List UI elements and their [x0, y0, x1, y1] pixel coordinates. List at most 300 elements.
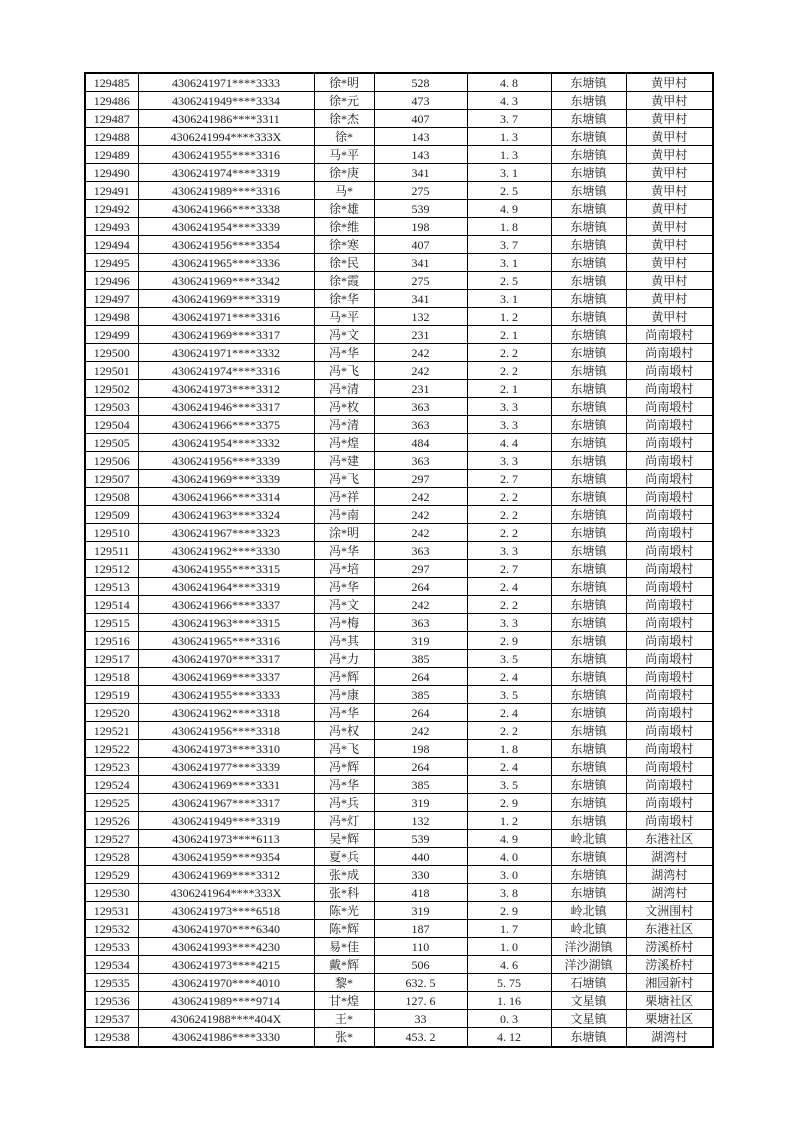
- cell-seq: 129523: [85, 758, 138, 776]
- cell-id-card: 4306241959****9354: [138, 848, 314, 866]
- cell-town: 东塘镇: [551, 218, 626, 236]
- cell-id-card: 4306241963****3315: [138, 614, 314, 632]
- cell-value1: 127. 6: [374, 992, 467, 1010]
- table-row: [85, 236, 713, 254]
- cell-value2: 2. 2: [467, 506, 551, 524]
- cell-village: 黄甲村: [626, 92, 713, 110]
- cell-village: 栗塘社区: [626, 992, 713, 1010]
- cell-id-card: 4306241949****3334: [138, 92, 314, 110]
- cell-town: 东塘镇: [551, 272, 626, 290]
- cell-name: 冯*华: [314, 704, 374, 722]
- cell-value1: 363: [374, 452, 467, 470]
- cell-name: 徐*明: [314, 73, 374, 92]
- cell-seq: 129511: [85, 542, 138, 560]
- table-row: [85, 974, 713, 992]
- table-row: [85, 812, 713, 830]
- cell-value1: 242: [374, 506, 467, 524]
- cell-seq: 129518: [85, 668, 138, 686]
- table-row: [85, 1010, 713, 1028]
- cell-seq: 129512: [85, 560, 138, 578]
- cell-seq: 129489: [85, 146, 138, 164]
- cell-seq: 129521: [85, 722, 138, 740]
- cell-id-card: 4306241963****3324: [138, 506, 314, 524]
- cell-name: 冯*南: [314, 506, 374, 524]
- cell-town: 东塘镇: [551, 686, 626, 704]
- cell-name: 冯*祥: [314, 488, 374, 506]
- cell-value2: 4. 12: [467, 1028, 551, 1047]
- cell-town: 东塘镇: [551, 1028, 626, 1047]
- table-row: [85, 560, 713, 578]
- cell-value1: 132: [374, 308, 467, 326]
- cell-value1: 330: [374, 866, 467, 884]
- cell-village: 湘园新村: [626, 974, 713, 992]
- table-row: [85, 344, 713, 362]
- cell-id-card: 4306241966****3375: [138, 416, 314, 434]
- cell-value1: 385: [374, 776, 467, 794]
- cell-value2: 2. 4: [467, 704, 551, 722]
- cell-town: 东塘镇: [551, 398, 626, 416]
- cell-name: 冯*煌: [314, 434, 374, 452]
- cell-village: 黄甲村: [626, 128, 713, 146]
- cell-name: 马*: [314, 182, 374, 200]
- cell-seq: 129490: [85, 164, 138, 182]
- table-row: [85, 614, 713, 632]
- cell-seq: 129495: [85, 254, 138, 272]
- table-row: [85, 218, 713, 236]
- cell-town: 东塘镇: [551, 182, 626, 200]
- cell-town: 东塘镇: [551, 110, 626, 128]
- table-row: [85, 398, 713, 416]
- cell-seq: 129510: [85, 524, 138, 542]
- cell-value1: 407: [374, 110, 467, 128]
- cell-value2: 2. 9: [467, 794, 551, 812]
- cell-value1: 407: [374, 236, 467, 254]
- cell-name: 冯*兵: [314, 794, 374, 812]
- cell-town: 岭北镇: [551, 830, 626, 848]
- cell-town: 东塘镇: [551, 164, 626, 182]
- cell-value1: 242: [374, 344, 467, 362]
- table-row: [85, 668, 713, 686]
- cell-value1: 242: [374, 722, 467, 740]
- cell-town: 东塘镇: [551, 650, 626, 668]
- cell-town: 东塘镇: [551, 488, 626, 506]
- cell-value1: 363: [374, 398, 467, 416]
- table-row: [85, 488, 713, 506]
- cell-village: 东港社区: [626, 920, 713, 938]
- cell-value1: 440: [374, 848, 467, 866]
- table-row: [85, 110, 713, 128]
- cell-town: 东塘镇: [551, 794, 626, 812]
- cell-village: 尚南塅村: [626, 578, 713, 596]
- cell-village: 尚南塅村: [626, 488, 713, 506]
- cell-id-card: 4306241973****3312: [138, 380, 314, 398]
- cell-town: 东塘镇: [551, 866, 626, 884]
- cell-name: 冯*辉: [314, 758, 374, 776]
- cell-value2: 4. 8: [467, 73, 551, 92]
- cell-value1: 231: [374, 326, 467, 344]
- cell-value1: 110: [374, 938, 467, 956]
- cell-value1: 385: [374, 650, 467, 668]
- cell-seq: 129502: [85, 380, 138, 398]
- cell-value1: 264: [374, 578, 467, 596]
- cell-name: 冯*华: [314, 578, 374, 596]
- cell-seq: 129498: [85, 308, 138, 326]
- table-row: [85, 146, 713, 164]
- cell-village: 黄甲村: [626, 308, 713, 326]
- cell-id-card: 4306241962****3318: [138, 704, 314, 722]
- cell-value2: 3. 3: [467, 614, 551, 632]
- cell-id-card: 4306241949****3319: [138, 812, 314, 830]
- cell-value2: 4. 6: [467, 956, 551, 974]
- cell-name: 冯*飞: [314, 740, 374, 758]
- cell-village: 尚南塅村: [626, 398, 713, 416]
- cell-value2: 1. 3: [467, 146, 551, 164]
- cell-id-card: 4306241955****3333: [138, 686, 314, 704]
- cell-name: 冯*华: [314, 776, 374, 794]
- cell-id-card: 4306241989****3316: [138, 182, 314, 200]
- cell-town: 东塘镇: [551, 668, 626, 686]
- cell-seq: 129534: [85, 956, 138, 974]
- cell-name: 马*平: [314, 146, 374, 164]
- cell-id-card: 4306241986****3330: [138, 1028, 314, 1047]
- cell-value2: 2. 4: [467, 668, 551, 686]
- cell-id-card: 4306241973****3310: [138, 740, 314, 758]
- cell-value2: 3. 3: [467, 416, 551, 434]
- cell-seq: 129515: [85, 614, 138, 632]
- cell-town: 东塘镇: [551, 632, 626, 650]
- cell-value2: 4. 9: [467, 200, 551, 218]
- cell-name: 冯*辉: [314, 668, 374, 686]
- cell-value2: 2. 9: [467, 902, 551, 920]
- cell-id-card: 4306241964****3319: [138, 578, 314, 596]
- cell-town: 东塘镇: [551, 884, 626, 902]
- cell-seq: 129486: [85, 92, 138, 110]
- cell-town: 东塘镇: [551, 73, 626, 92]
- cell-town: 东塘镇: [551, 92, 626, 110]
- cell-town: 东塘镇: [551, 506, 626, 524]
- cell-town: 石塘镇: [551, 974, 626, 992]
- cell-value1: 363: [374, 542, 467, 560]
- cell-town: 东塘镇: [551, 740, 626, 758]
- cell-town: 东塘镇: [551, 362, 626, 380]
- cell-seq: 129491: [85, 182, 138, 200]
- cell-name: 甘*煌: [314, 992, 374, 1010]
- cell-value1: 143: [374, 146, 467, 164]
- cell-village: 尚南塅村: [626, 686, 713, 704]
- cell-id-card: 4306241967****3323: [138, 524, 314, 542]
- cell-id-card: 4306241970****4010: [138, 974, 314, 992]
- cell-name: 徐*民: [314, 254, 374, 272]
- cell-village: 湖湾村: [626, 866, 713, 884]
- cell-id-card: 4306241986****3311: [138, 110, 314, 128]
- cell-id-card: 4306241974****3319: [138, 164, 314, 182]
- table-row: [85, 254, 713, 272]
- cell-town: 东塘镇: [551, 578, 626, 596]
- cell-village: 尚南塅村: [626, 812, 713, 830]
- cell-seq: 129496: [85, 272, 138, 290]
- cell-value2: 4. 4: [467, 434, 551, 452]
- cell-village: 湖湾村: [626, 884, 713, 902]
- cell-value2: 5. 75: [467, 974, 551, 992]
- cell-value1: 264: [374, 758, 467, 776]
- cell-name: 吴*辉: [314, 830, 374, 848]
- cell-value1: 242: [374, 488, 467, 506]
- cell-name: 徐*霞: [314, 272, 374, 290]
- cell-village: 黄甲村: [626, 218, 713, 236]
- cell-seq: 129532: [85, 920, 138, 938]
- cell-name: 徐*: [314, 128, 374, 146]
- cell-value2: 2. 7: [467, 470, 551, 488]
- cell-name: 夏*兵: [314, 848, 374, 866]
- cell-village: 尚南塅村: [626, 380, 713, 398]
- cell-village: 尚南塅村: [626, 632, 713, 650]
- cell-name: 冯*康: [314, 686, 374, 704]
- table-row: [85, 434, 713, 452]
- cell-seq: 129519: [85, 686, 138, 704]
- cell-value1: 297: [374, 470, 467, 488]
- cell-id-card: 4306241969****3331: [138, 776, 314, 794]
- cell-town: 文星镇: [551, 992, 626, 1010]
- cell-seq: 129531: [85, 902, 138, 920]
- cell-village: 尚南塅村: [626, 776, 713, 794]
- cell-value2: 4. 0: [467, 848, 551, 866]
- cell-name: 冯*文: [314, 326, 374, 344]
- cell-value2: 1. 8: [467, 218, 551, 236]
- cell-id-card: 4306241994****333X: [138, 128, 314, 146]
- cell-id-card: 4306241966****3337: [138, 596, 314, 614]
- cell-name: 冯*其: [314, 632, 374, 650]
- table-row: [85, 200, 713, 218]
- roster-table: [84, 72, 714, 1048]
- cell-seq: 129500: [85, 344, 138, 362]
- cell-value2: 0. 3: [467, 1010, 551, 1028]
- cell-value2: 2. 1: [467, 326, 551, 344]
- cell-value1: 341: [374, 254, 467, 272]
- cell-village: 尚南塅村: [626, 524, 713, 542]
- cell-seq: 129503: [85, 398, 138, 416]
- cell-village: 尚南塅村: [626, 416, 713, 434]
- cell-value2: 3. 7: [467, 236, 551, 254]
- cell-town: 东塘镇: [551, 128, 626, 146]
- cell-id-card: 4306241969****3317: [138, 326, 314, 344]
- cell-town: 文星镇: [551, 1010, 626, 1028]
- cell-value2: 2. 4: [467, 758, 551, 776]
- table-row: [85, 416, 713, 434]
- table-row: [85, 182, 713, 200]
- table-row: [85, 73, 713, 92]
- table-row: [85, 848, 713, 866]
- cell-seq: 129526: [85, 812, 138, 830]
- cell-name: 冯*清: [314, 380, 374, 398]
- cell-name: 张*: [314, 1028, 374, 1047]
- table-row: [85, 686, 713, 704]
- table-row: [85, 758, 713, 776]
- cell-value1: 264: [374, 704, 467, 722]
- cell-town: 东塘镇: [551, 344, 626, 362]
- cell-town: 东塘镇: [551, 596, 626, 614]
- cell-town: 东塘镇: [551, 614, 626, 632]
- cell-village: 尚南塅村: [626, 596, 713, 614]
- cell-value2: 2. 2: [467, 722, 551, 740]
- cell-village: 涝溪桥村: [626, 956, 713, 974]
- cell-seq: 129527: [85, 830, 138, 848]
- cell-name: 冯*权: [314, 722, 374, 740]
- cell-town: 洋沙湖镇: [551, 956, 626, 974]
- cell-seq: 129537: [85, 1010, 138, 1028]
- table-row: [85, 164, 713, 182]
- cell-value2: 3. 8: [467, 884, 551, 902]
- table-row: [85, 884, 713, 902]
- cell-town: 洋沙湖镇: [551, 938, 626, 956]
- cell-value1: 242: [374, 362, 467, 380]
- cell-value1: 453. 2: [374, 1028, 467, 1047]
- table-row: [85, 524, 713, 542]
- cell-town: 岭北镇: [551, 902, 626, 920]
- cell-value2: 4. 9: [467, 830, 551, 848]
- cell-seq: 129533: [85, 938, 138, 956]
- table-row: [85, 92, 713, 110]
- cell-seq: 129507: [85, 470, 138, 488]
- cell-value2: 1. 0: [467, 938, 551, 956]
- cell-id-card: 4306241969****3337: [138, 668, 314, 686]
- cell-village: 黄甲村: [626, 182, 713, 200]
- cell-seq: 129520: [85, 704, 138, 722]
- cell-value1: 187: [374, 920, 467, 938]
- table-body: [85, 73, 713, 1047]
- cell-village: 黄甲村: [626, 73, 713, 92]
- cell-value1: 198: [374, 218, 467, 236]
- cell-village: 尚南塅村: [626, 326, 713, 344]
- cell-town: 东塘镇: [551, 758, 626, 776]
- cell-name: 徐*寒: [314, 236, 374, 254]
- cell-seq: 129492: [85, 200, 138, 218]
- cell-town: 东塘镇: [551, 308, 626, 326]
- cell-name: 徐*华: [314, 290, 374, 308]
- cell-town: 东塘镇: [551, 236, 626, 254]
- cell-name: 冯*飞: [314, 362, 374, 380]
- cell-value2: 3. 3: [467, 398, 551, 416]
- cell-village: 东港社区: [626, 830, 713, 848]
- cell-value1: 418: [374, 884, 467, 902]
- cell-village: 尚南塅村: [626, 740, 713, 758]
- cell-village: 尚南塅村: [626, 668, 713, 686]
- cell-name: 冯*梅: [314, 614, 374, 632]
- cell-village: 尚南塅村: [626, 452, 713, 470]
- cell-town: 东塘镇: [551, 380, 626, 398]
- cell-name: 黎*: [314, 974, 374, 992]
- cell-seq: 129501: [85, 362, 138, 380]
- cell-name: 王*: [314, 1010, 374, 1028]
- cell-seq: 129505: [85, 434, 138, 452]
- table-row: [85, 704, 713, 722]
- cell-name: 张*成: [314, 866, 374, 884]
- cell-id-card: 4306241993****4230: [138, 938, 314, 956]
- cell-id-card: 4306241989****9714: [138, 992, 314, 1010]
- cell-village: 尚南塅村: [626, 344, 713, 362]
- cell-seq: 129524: [85, 776, 138, 794]
- cell-value2: 2. 2: [467, 524, 551, 542]
- cell-value2: 3. 5: [467, 686, 551, 704]
- table-row: [85, 938, 713, 956]
- cell-seq: 129509: [85, 506, 138, 524]
- cell-value1: 275: [374, 272, 467, 290]
- cell-id-card: 4306241974****3316: [138, 362, 314, 380]
- cell-name: 徐*庚: [314, 164, 374, 182]
- table-row: [85, 902, 713, 920]
- cell-name: 冯*清: [314, 416, 374, 434]
- cell-value1: 297: [374, 560, 467, 578]
- cell-town: 东塘镇: [551, 722, 626, 740]
- cell-seq: 129513: [85, 578, 138, 596]
- table-row: [85, 596, 713, 614]
- table-row: [85, 650, 713, 668]
- cell-id-card: 4306241956****3354: [138, 236, 314, 254]
- cell-name: 冯*飞: [314, 470, 374, 488]
- table-row: [85, 866, 713, 884]
- table-row: [85, 740, 713, 758]
- cell-village: 涝溪桥村: [626, 938, 713, 956]
- table-sheet: [84, 72, 714, 1048]
- cell-id-card: 4306241971****3333: [138, 73, 314, 92]
- cell-town: 岭北镇: [551, 920, 626, 938]
- cell-id-card: 4306241956****3339: [138, 452, 314, 470]
- cell-village: 尚南塅村: [626, 704, 713, 722]
- cell-id-card: 4306241962****3330: [138, 542, 314, 560]
- cell-seq: 129517: [85, 650, 138, 668]
- cell-seq: 129525: [85, 794, 138, 812]
- cell-name: 冯*力: [314, 650, 374, 668]
- cell-id-card: 4306241971****3316: [138, 308, 314, 326]
- cell-value1: 539: [374, 200, 467, 218]
- cell-village: 尚南塅村: [626, 722, 713, 740]
- cell-value1: 319: [374, 902, 467, 920]
- cell-value2: 2. 2: [467, 596, 551, 614]
- table-row: [85, 308, 713, 326]
- cell-village: 栗塘社区: [626, 1010, 713, 1028]
- cell-village: 文洲围村: [626, 902, 713, 920]
- cell-value2: 1. 7: [467, 920, 551, 938]
- cell-seq: 129487: [85, 110, 138, 128]
- cell-id-card: 4306241973****6113: [138, 830, 314, 848]
- cell-value2: 3. 3: [467, 452, 551, 470]
- cell-id-card: 4306241955****3316: [138, 146, 314, 164]
- cell-town: 东塘镇: [551, 434, 626, 452]
- cell-value1: 242: [374, 596, 467, 614]
- cell-name: 冯*建: [314, 452, 374, 470]
- cell-value1: 132: [374, 812, 467, 830]
- cell-id-card: 4306241965****3316: [138, 632, 314, 650]
- cell-name: 徐*维: [314, 218, 374, 236]
- cell-id-card: 4306241967****3317: [138, 794, 314, 812]
- cell-id-card: 4306241965****3336: [138, 254, 314, 272]
- cell-village: 尚南塅村: [626, 758, 713, 776]
- cell-value1: 539: [374, 830, 467, 848]
- cell-seq: 129529: [85, 866, 138, 884]
- table-row: [85, 776, 713, 794]
- cell-village: 黄甲村: [626, 110, 713, 128]
- table-row: [85, 380, 713, 398]
- cell-town: 东塘镇: [551, 776, 626, 794]
- cell-id-card: 4306241973****4215: [138, 956, 314, 974]
- cell-value2: 2. 4: [467, 578, 551, 596]
- cell-value2: 3. 0: [467, 866, 551, 884]
- cell-village: 尚南塅村: [626, 794, 713, 812]
- cell-village: 尚南塅村: [626, 560, 713, 578]
- cell-value2: 2. 2: [467, 362, 551, 380]
- cell-value2: 2. 9: [467, 632, 551, 650]
- cell-town: 东塘镇: [551, 326, 626, 344]
- table-row: [85, 362, 713, 380]
